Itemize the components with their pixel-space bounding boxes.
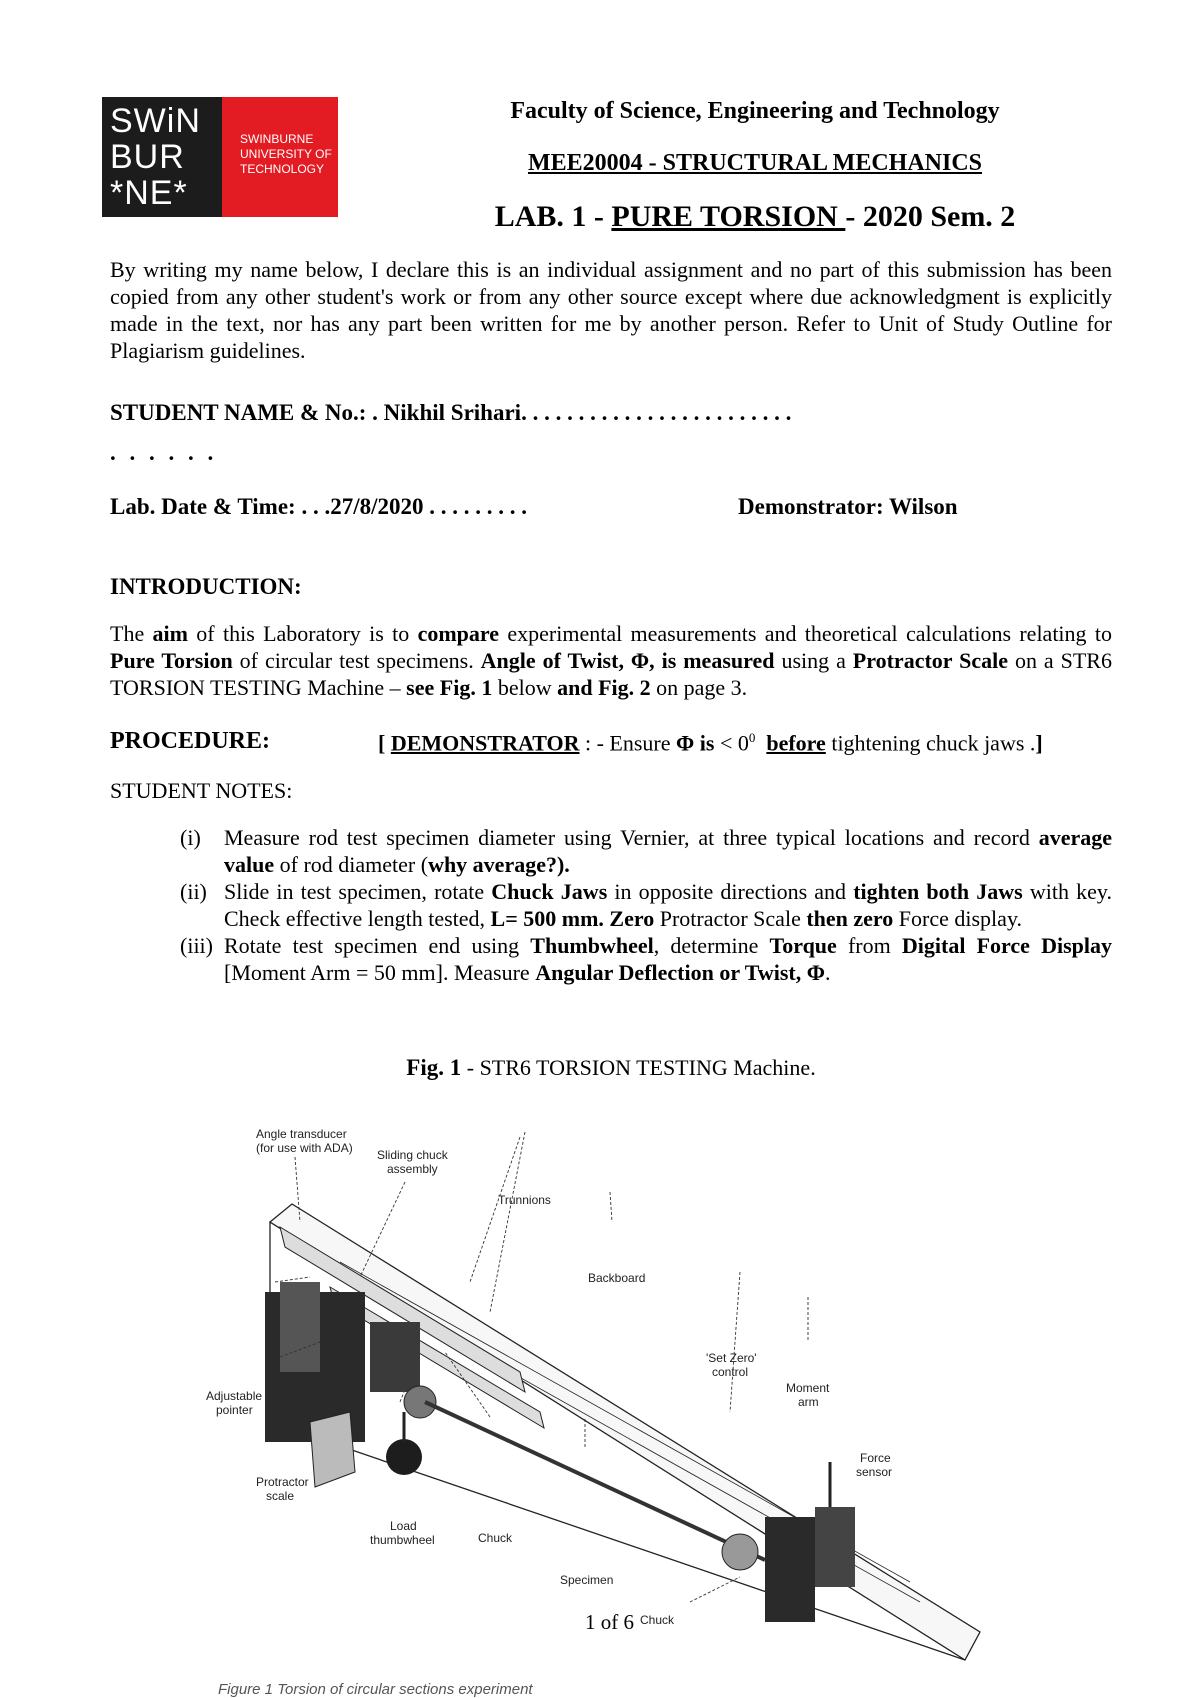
- declaration-text: By writing my name below, I declare this is an individual assignment and no part of this submission has been copied from any other student's work or from any other source except where due acknowledgment is explicitly made in the text, nor has any part been written for me by another person. Refer to Unit of Study Outline for Plagiarism guidelines.: [110, 257, 1112, 363]
- list-item: (i) Measure rod test specimen diameter using Vernier, at three typical locations and record average value of rod diameter (why average?).: [180, 825, 1112, 877]
- student-name-continuation: . . . . . .: [110, 440, 218, 465]
- lab-prefix: LAB. 1 -: [494, 200, 612, 233]
- label-load-thumbwheel: Load: [390, 1519, 417, 1533]
- logo-mark: [102, 97, 222, 217]
- university-logo: [102, 97, 338, 217]
- svg-text:control: control: [712, 1365, 749, 1379]
- lab-topic: PURE TORSION: [611, 200, 846, 233]
- label-protractor-scale: Protractor: [256, 1475, 309, 1489]
- figure-caption: Fig. 1 - STR6 TORSION TESTING Machine.: [406, 1055, 816, 1080]
- logo-mark-line: BUR: [110, 138, 185, 176]
- figure-image-caption: Figure 1 Torsion of circular sections experiment: [218, 1681, 533, 1698]
- label-backboard: Backboard: [588, 1271, 646, 1285]
- svg-text:scale: scale: [266, 1489, 295, 1503]
- list-item: (ii) Slide in test specimen, rotate Chuck Jaws in opposite directions and tighten both Jaws with key. Check effective length tested, L= 500 mm. Zero Protractor Scale then zero Force display.: [180, 879, 1112, 931]
- student-notes-heading: STUDENT NOTES:: [110, 778, 293, 803]
- logo-name-line: UNIVERSITY OF: [240, 147, 332, 161]
- lab-date-line: Lab. Date & Time: . . .27/8/2020 . . . . . . . . .: [110, 494, 527, 519]
- label-chuck-right: Chuck: [640, 1613, 675, 1627]
- lab-suffix: - 2020 Sem. 2: [845, 200, 1016, 233]
- label-set-zero: 'Set Zero': [706, 1351, 757, 1365]
- student-name-line: STUDENT NAME & No.: . Nikhil Srihari. . . . . . . . . . . . . . . . . . . . . . . .: [110, 400, 792, 425]
- introduction-heading: INTRODUCTION:: [110, 574, 302, 599]
- svg-text:assembly: assembly: [387, 1162, 438, 1176]
- logo-mark-line: SWiN: [110, 102, 201, 140]
- svg-text:thumbwheel: thumbwheel: [370, 1533, 435, 1547]
- label-trunnions: Trunnions: [498, 1193, 551, 1207]
- label-specimen: Specimen: [560, 1573, 614, 1587]
- label-chuck-left: Chuck: [478, 1531, 513, 1545]
- introduction-text: The aim of this Laboratory is to compare experimental measurements and theoretical calculations relating to Pure Torsion of circular test specimens. Angle of Twist, Φ, is measured using a Protractor Scale on a STR6 TORSION TESTING Machine – see Fig. 1 below and Fig. 2 on page 3.: [110, 621, 1112, 700]
- logo-name-line: TECHNOLOGY: [240, 162, 325, 176]
- label-moment-arm: Moment: [786, 1381, 830, 1395]
- list-item: (iii) Rotate test specimen end using Thumbwheel, determine Torque from Digital Force Display [Moment Arm = 50 mm]. Measure Angular Deflection or Twist, Φ.: [180, 933, 1112, 985]
- page-number: 1 of 6: [585, 1610, 634, 1634]
- demonstrator-label: DEMONSTRATOR: [390, 730, 580, 756]
- step-number: (i): [180, 825, 201, 850]
- lab-title: [400, 200, 1110, 234]
- logo-mark-line: *NE*: [110, 174, 188, 212]
- procedure-steps: [110, 824, 1112, 986]
- demonstrator-line: Demonstrator: Wilson: [738, 494, 958, 519]
- procedure-heading: PROCEDURE:: [110, 728, 270, 754]
- unit-title: MEE20004 - STRUCTURAL MECHANICS: [527, 150, 983, 176]
- label-force-sensor: Force: [860, 1451, 891, 1465]
- step-number: (ii): [180, 879, 207, 904]
- label-adjustable-pointer: Adjustable: [206, 1389, 263, 1403]
- logo-name-line: SWINBURNE: [240, 132, 314, 146]
- svg-text:arm: arm: [798, 1395, 819, 1409]
- svg-text:sensor: sensor: [856, 1465, 893, 1479]
- logo-name: [222, 97, 332, 217]
- demonstrator-note: [ DEMONSTRATOR : - Ensure Φ is < $0^0$ before tightening chuck jaws .]: [378, 730, 1043, 756]
- label-angle-transducer: Angle transducer: [256, 1127, 347, 1141]
- svg-text:(for use with ADA): (for use with ADA): [256, 1141, 353, 1155]
- step-number: (iii): [180, 933, 213, 958]
- faculty-title: Faculty of Science, Engineering and Technology: [510, 98, 1000, 124]
- label-sliding-chuck: Sliding chuck: [377, 1148, 448, 1162]
- svg-text:pointer: pointer: [216, 1403, 253, 1417]
